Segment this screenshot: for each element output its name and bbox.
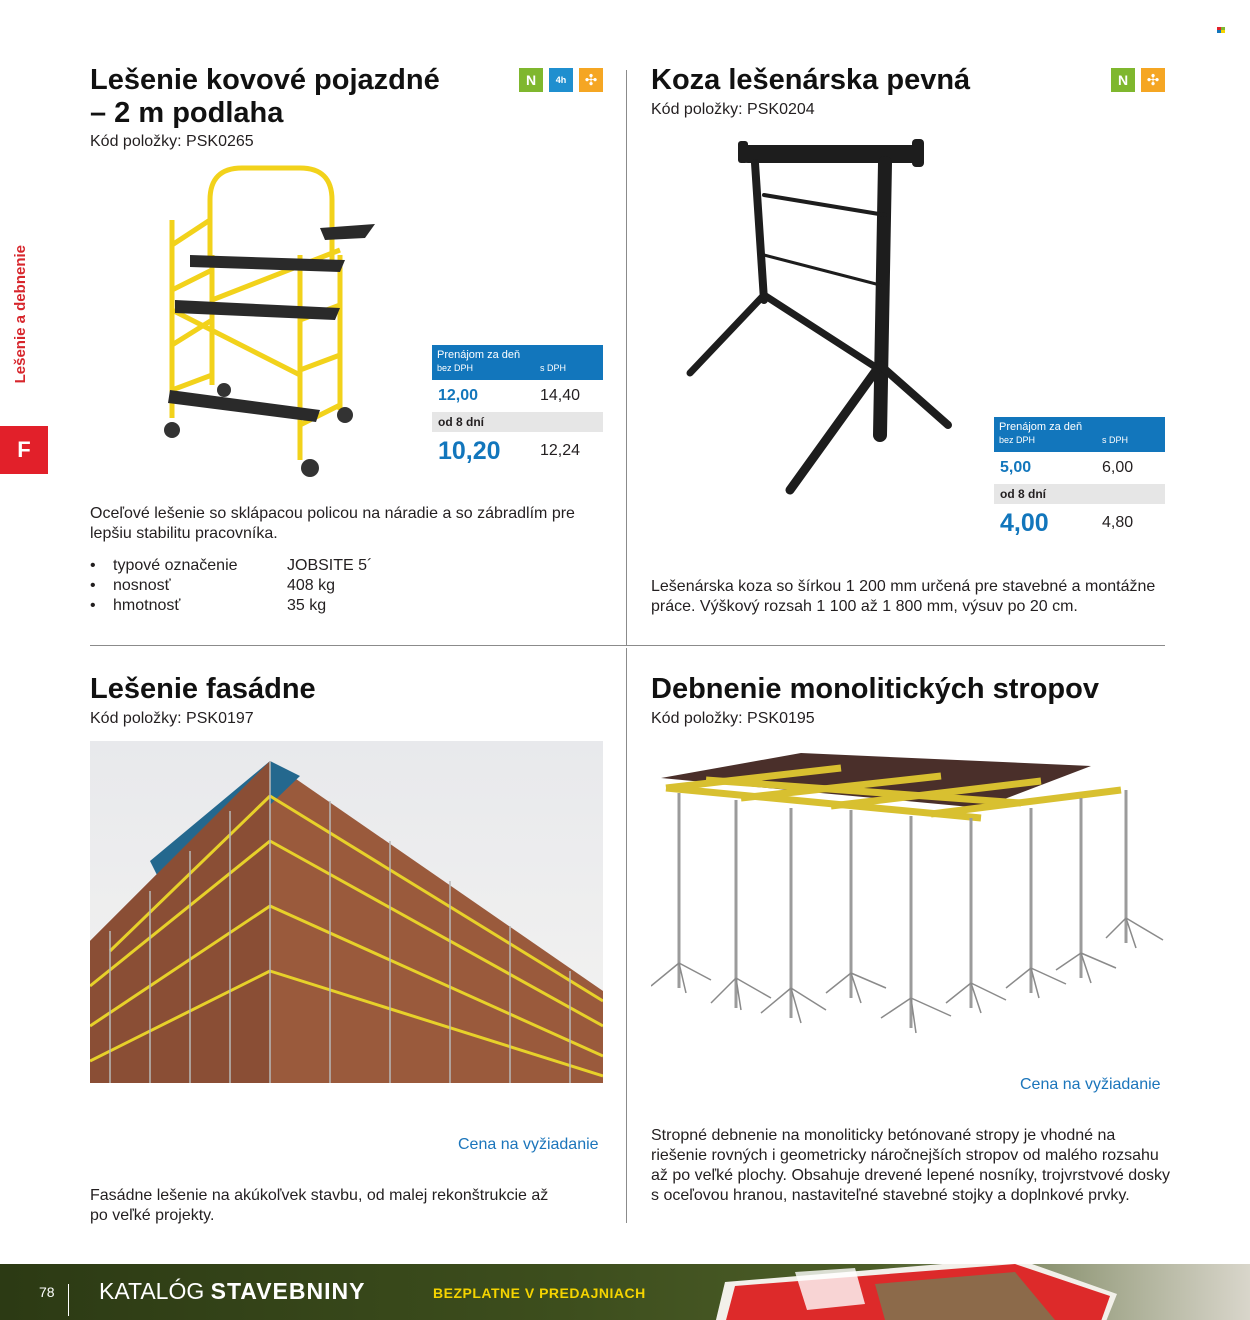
facade-scaffold-image [90, 741, 603, 1083]
footer-divider [68, 1284, 69, 1316]
product-badges [1111, 68, 1165, 92]
price-header: Prenájom za deň [999, 421, 1083, 433]
day-price-excl: 12,00 [438, 387, 479, 404]
corner-color-mark [1217, 27, 1225, 34]
mobile-scaffold-image [160, 160, 380, 485]
price-col-excl: bez DPH [437, 363, 474, 373]
product-code: Kód položky: PSK0197 [90, 710, 254, 727]
column-divider-bottom [626, 648, 627, 1223]
new-badge-icon: N [519, 68, 543, 92]
product-title: Debnenie monolitických stropov [651, 673, 1099, 705]
4h-badge-icon: 4h [549, 68, 573, 92]
long-price-incl: 12,24 [540, 442, 581, 459]
sawhorse-image [680, 135, 960, 500]
section-label: Lešenie a debnenie [12, 245, 29, 384]
product-description: Fasádne lešenie na akúkoľvek stavbu, od malej rekonštrukcie až po veľké projekty. [90, 1187, 549, 1224]
price-on-request-link[interactable]: Cena na vyžiadanie [458, 1136, 599, 1153]
section-tab[interactable]: F [0, 426, 48, 474]
rental-price-box [432, 345, 603, 470]
from-8-days-label: od 8 dní [994, 484, 1165, 504]
long-price-excl: 10,20 [438, 436, 501, 465]
product-code: Kód položky: PSK0195 [651, 710, 815, 727]
spec-row: • typové označenie JOBSITE 5´ [90, 557, 373, 574]
product-badges [519, 68, 603, 92]
new-badge-icon: N [1111, 68, 1135, 92]
product-description: Lešenárska koza so šírkou 1 200 mm určená pre stavebné a montážne práce. Výškový rozsah 1 100 až 1 800 mm, výsuv po 20 cm. [651, 578, 1156, 615]
slab-formwork-image [651, 748, 1166, 1048]
move-badge-icon: ✣ [579, 68, 603, 92]
day-price-incl: 6,00 [1102, 459, 1134, 476]
long-price-incl: 4,80 [1102, 514, 1134, 531]
price-col-incl: s DPH [1102, 435, 1129, 445]
price-header: Prenájom za deň [437, 349, 521, 361]
product-title: Koza lešenárska pevná [651, 64, 971, 96]
product-code: Kód položky: PSK0265 [90, 133, 254, 150]
spec-row: • hmotnosť 35 kg [90, 597, 327, 614]
price-col-excl: bez DPH [999, 435, 1036, 445]
price-on-request-link[interactable]: Cena na vyžiadanie [1020, 1076, 1161, 1093]
row-divider [90, 645, 1165, 646]
page-number: 78 [39, 1284, 55, 1300]
price-col-incl: s DPH [540, 363, 567, 373]
catalog-cover-image [715, 1264, 1125, 1320]
product-title: Lešenie kovové pojazdné – 2 m podlaha [90, 64, 440, 129]
column-divider-top [626, 70, 627, 645]
free-in-stores-label: BEZPLATNE V PREDAJNIACH [433, 1285, 646, 1301]
day-price-excl: 5,00 [1000, 459, 1032, 476]
spec-list [90, 556, 372, 616]
move-badge-icon: ✣ [1141, 68, 1165, 92]
page-footer [0, 1264, 1250, 1320]
spec-row: • nosnosť 408 kg [90, 577, 336, 594]
rental-price-box [994, 417, 1165, 542]
day-price-incl: 14,40 [540, 387, 581, 404]
product-code: Kód položky: PSK0204 [651, 101, 815, 118]
product-description: Oceľové lešenie so sklápacou policou na náradie a so zábradlím pre lepšiu stabilitu pracovníka. [90, 505, 575, 542]
catalog-brand: KATALÓG STAVEBNINY [99, 1278, 366, 1304]
long-price-excl: 4,00 [1000, 508, 1049, 537]
product-title: Lešenie fasádne [90, 673, 316, 705]
from-8-days-label: od 8 dní [432, 412, 603, 432]
product-description: Stropné debnenie na monoliticky betónované stropy je vhodné na riešenie rovných i geometricky náročnejších stropov od malého rozsahu až po veľké plochy. Obsahuje drevené lepené nosníky, trojvrstvové dosky s oceľovou hranou, nastaviteľné stavebné stojky a doplnkové prvky. [651, 1127, 1171, 1204]
